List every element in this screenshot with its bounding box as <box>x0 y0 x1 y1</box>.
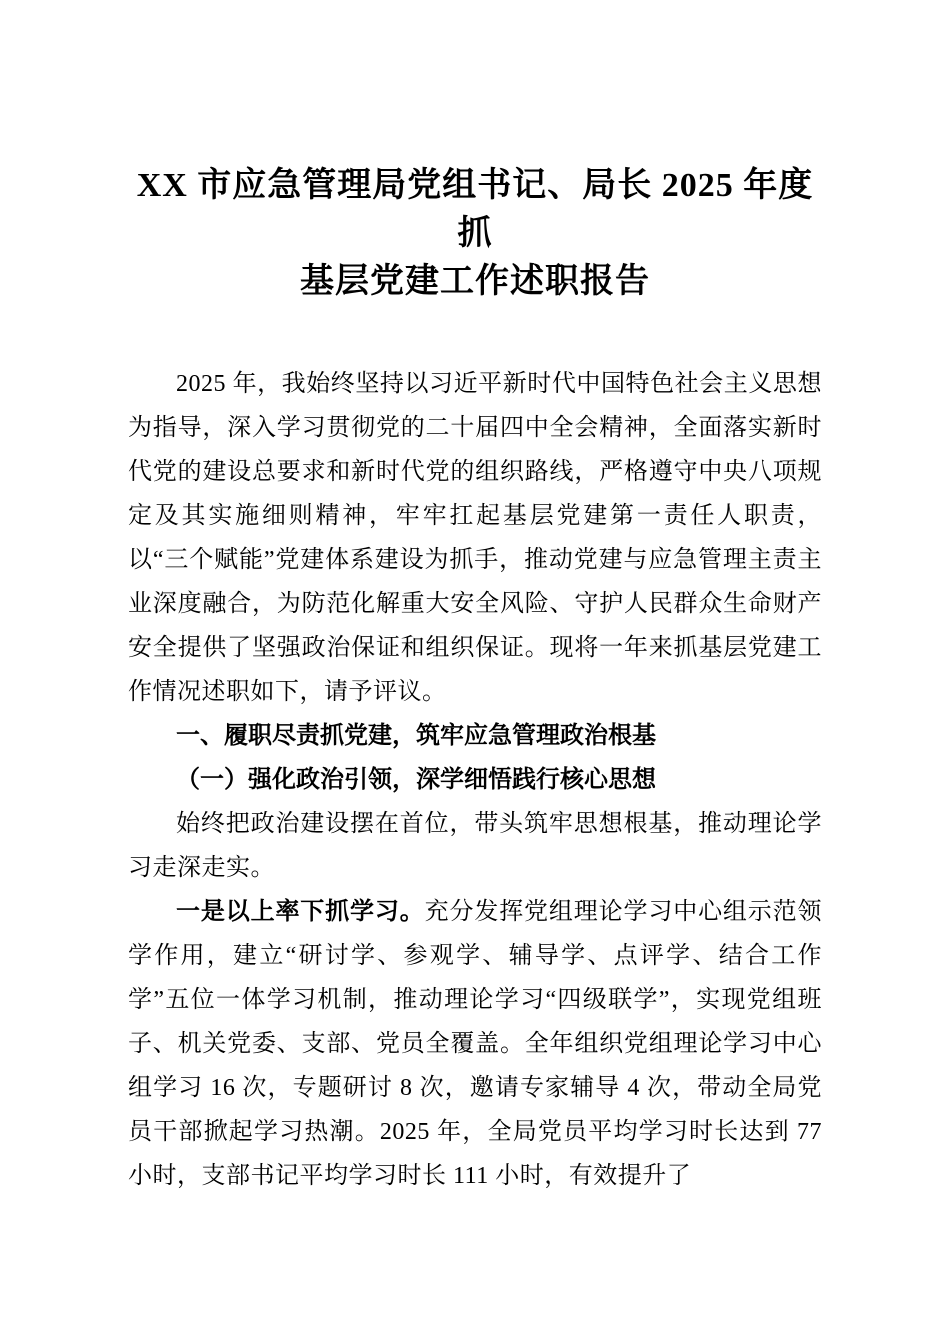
paragraph-learning <box>128 890 822 1198</box>
document-title-line-1: XX 市应急管理局党组书记、局长 2025 年度抓 <box>136 167 814 252</box>
subsection-heading-1-1: （一）强化政治引领，深学细悟践行核心思想 <box>176 766 656 793</box>
document-title-line-2: 基层党建工作述职报告 <box>300 263 650 300</box>
paragraph-politics: 始终把政治建设摆在首位，带头筑牢思想根基，推动理论学习走深走实。 <box>128 811 822 881</box>
document-title <box>128 162 822 306</box>
paragraph-learning-lead: 一是以上率下抓学习。 <box>176 898 425 925</box>
section-heading-1: 一、履职尽责抓党建，筑牢应急管理政治根基 <box>176 722 656 749</box>
paragraph-intro: 2025 年，我始终坚持以习近平新时代中国特色社会主义思想为指导，深入学习贯彻党的二十届四中全会精神，全面落实新时代党的建设总要求和新时代党的组织路线，严格遵守中央八项规定及其实施细则精神，牢牢扛起基层党建第一责任人职责，以“三个赋能”党建体系建设为抓手，推动党建与应急管理主责主业深度融合，为防范化解重大安全风险、守护人民群众生命财产安全提供了坚强政治保证和组织保证。现将一年来抓基层党建工作情况述职如下，请予评议。 <box>128 371 822 705</box>
paragraph-learning-text: 充分发挥党组理论学习中心组示范领学作用，建立“研讨学、参观学、辅导学、点评学、结合工作学”五位一体学习机制，推动理论学习“四级联学”，实现党组班子、机关党委、支部、党员全覆盖。全年组织党组理论学习中心组学习 16 次，专题研讨 8 次，邀请专家辅导 4 次，带动全局党员干部掀起学习热潮。2025 年，全局党员平均学习时长达到 77 小时，支部书记平均学习时长 111 小时，有效提升了 <box>128 899 823 1189</box>
